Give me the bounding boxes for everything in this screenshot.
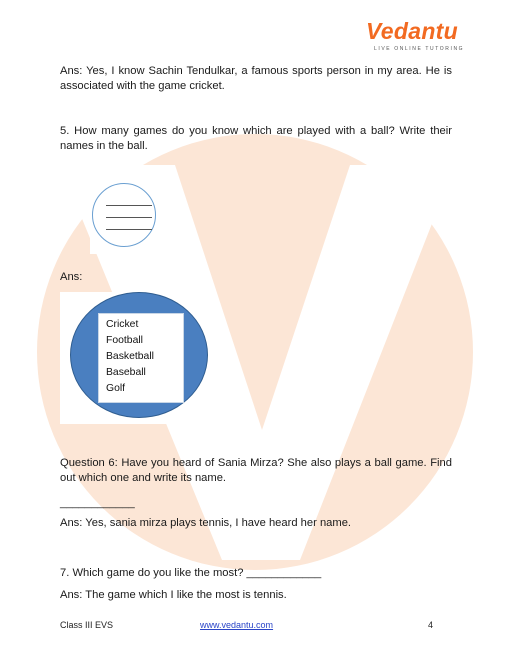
answer-5-label: Ans: xyxy=(60,271,83,283)
answer-6-text: Ans: Yes, sania mirza plays tennis, I have heard her name. xyxy=(60,517,352,529)
logo-tagline: LIVE ONLINE TUTORING xyxy=(374,46,465,52)
game-item: Football xyxy=(106,335,143,346)
game-item: Basketball xyxy=(106,351,154,362)
page-number: 4 xyxy=(428,620,434,630)
blank-ball xyxy=(92,183,156,247)
footer-website-link[interactable]: www.vedantu.com xyxy=(200,620,274,630)
question-5-text: 5. How many games do you know which are played with a ball? Write their names in the ball. xyxy=(60,125,452,152)
answer-7-text: Ans: The game which I like the most is tennis. xyxy=(60,589,287,601)
game-item: Cricket xyxy=(106,319,139,330)
footer-class-label: Class III EVS xyxy=(60,620,114,630)
question-6-text: Question 6: Have you heard of Sania Mirza? She also plays a ball game. Find out which one and write its name. xyxy=(60,457,452,484)
blank-line-1 xyxy=(106,205,152,206)
blank-line-3 xyxy=(106,229,152,230)
blank-line-2 xyxy=(106,217,152,218)
vedantu-logo xyxy=(366,18,466,54)
answer-4-text: Ans: Yes, I know Sachin Tendulkar, a famous sports person in my area. He is associated with the game cricket. xyxy=(60,65,452,92)
logo-name: Vedantu xyxy=(366,18,458,44)
question-6-blank: ____________ xyxy=(60,497,135,509)
game-item: Golf xyxy=(106,383,126,394)
game-item: Baseball xyxy=(106,367,146,378)
question-7-text: 7. Which game do you like the most? ____________ xyxy=(60,567,322,579)
